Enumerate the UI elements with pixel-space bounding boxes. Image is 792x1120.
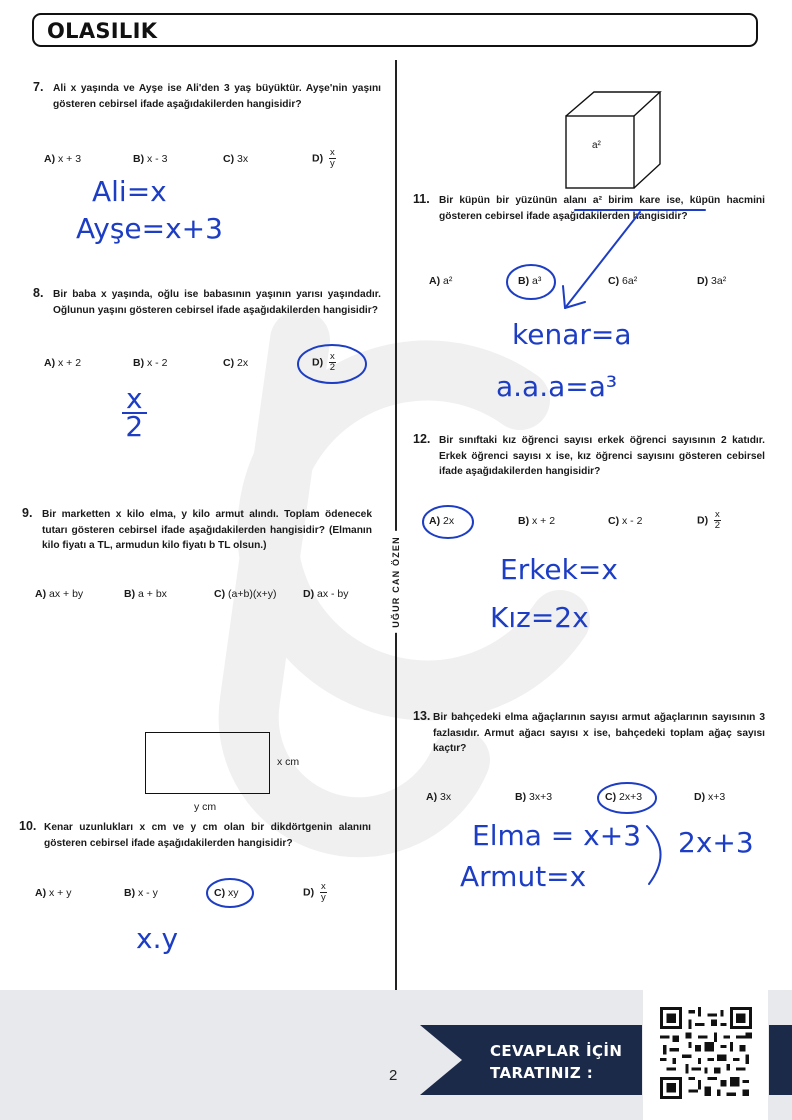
q8-handwriting-fraction: x 2 (122, 386, 147, 440)
q8-option-b[interactable]: B) x - 2 (133, 357, 168, 369)
q13-option-c[interactable]: C) 2x+3 (605, 791, 643, 803)
q10-option-b[interactable]: B) x - y (124, 887, 158, 899)
q7-option-a[interactable]: A) x + 3 (44, 153, 82, 165)
q13-handwriting-1: Elma = x+3 (472, 819, 642, 852)
q11-option-a[interactable]: A) a² (429, 275, 453, 287)
question-number: 9. (22, 506, 33, 520)
question-number: 10. (19, 819, 37, 833)
q11-answer-circle (504, 262, 558, 302)
question-13 (413, 710, 765, 757)
q8-option-d[interactable]: D) $\frac{x}{2}$ (312, 351, 336, 373)
qr-code-icon[interactable] (660, 1007, 752, 1099)
q7-option-d[interactable]: D) $\frac{x}{y}$ (312, 147, 335, 169)
question-number: 7. (33, 80, 44, 94)
q13-answer-circle (594, 779, 660, 817)
q7-handwriting-1: Ali=x (92, 175, 167, 208)
q12-handwriting-2: Kız=2x (490, 601, 589, 634)
question-text: Bir marketten x kilo elma, y kilo armut alındı. Toplam ödenecek tutarı gösteren cebirsel ifade aşağıdakilerden hangisidir? (Elmanın kilo fiyatı a TL, armudun kilo fiyatı b TL olsun.) (42, 509, 372, 552)
rectangle-bottom-label: y cm (194, 801, 217, 813)
q10-answer-circle (204, 876, 256, 910)
q8-option-c[interactable]: C) 2x (223, 357, 249, 369)
question-number: 12. (413, 432, 431, 446)
q8-option-a[interactable]: A) x + 2 (44, 357, 82, 369)
q11-handwriting-2: a.a.a=a³ (496, 370, 618, 403)
q9-option-b[interactable]: B) a + bx (124, 588, 167, 600)
q11-option-d[interactable]: D) 3a² (697, 275, 727, 287)
question-text: Kenar uzunlukları x cm ve y cm olan bir dikdörtgenin alanını gösteren cebirsel ifade aşağıdakilerden hangisidir? (44, 822, 371, 849)
question-10 (19, 820, 371, 851)
header-box (32, 13, 758, 47)
question-text: Bir sınıftaki kız öğrenci sayısı erkek öğrenci sayısının 2 katıdır. Erkek öğrenci sayısı x ise, kız öğrenci sayısını gösteren cebirsel ifade aşağıdakilerden hangisidir? (439, 435, 765, 478)
author-label: UĞUR CAN ÖZEN (391, 531, 401, 633)
q13-option-b[interactable]: B) 3x+3 (515, 791, 553, 803)
q11-handwriting-1: kenar=a (512, 318, 632, 351)
q7-option-b[interactable]: B) x - 3 (133, 153, 168, 165)
q11-option-b[interactable]: B) a³ (518, 275, 542, 287)
q13-option-a[interactable]: A) 3x (426, 791, 452, 803)
q9-option-a[interactable]: A) ax + by (35, 588, 84, 600)
q10-option-d[interactable]: D) $\frac{x}{y}$ (303, 881, 326, 903)
q13-brace-mark (643, 822, 673, 888)
q12-option-a[interactable]: A) 2x (429, 515, 455, 527)
q10-option-c[interactable]: C) xy (214, 887, 239, 899)
question-12 (413, 433, 765, 480)
q9-option-c[interactable]: C) (a+b)(x+y) (214, 588, 277, 600)
rectangle-figure (145, 732, 270, 794)
footer-side-stripe (769, 1025, 792, 1095)
q9-option-d[interactable]: D) ax - by (303, 588, 349, 600)
rectangle-side-label: x cm (277, 756, 300, 768)
question-text: Bir baba x yaşında, oğlu ise babasının yaşının yarısı yaşındadır. Oğlunun yaşını gösteren cebirsel ifade aşağıdakilerden hangisidir? (53, 289, 381, 316)
q12-option-d[interactable]: D) $\frac{x}{2}$ (697, 509, 721, 531)
q11-option-c[interactable]: C) 6a² (608, 275, 638, 287)
q10-option-a[interactable]: A) x + y (35, 887, 72, 899)
q11-arrow-mark (555, 200, 715, 320)
question-text: Bir bahçedeki elma ağaçlarının sayısı armut ağaçlarının sayısının 3 fazlasıdır. Armut ağacı sayısı x ise, bahçedeki toplam ağaç sayısı kaçtır? (433, 712, 765, 755)
page-title: OLASILIK (47, 19, 158, 43)
q12-answer-circle (420, 503, 476, 541)
q10-handwriting: x.y (136, 922, 179, 955)
q13-handwriting-2: Armut=x (460, 860, 587, 893)
cube-face-label: a² (592, 140, 601, 151)
q7-option-c[interactable]: C) 3x (223, 153, 249, 165)
question-8 (33, 287, 381, 318)
question-9 (22, 507, 372, 554)
question-number: 13. (413, 709, 431, 723)
question-number: 8. (33, 286, 44, 300)
footer-cta: CEVAPLAR İÇİN TARATINIZ : (490, 1042, 623, 1082)
cube-figure (560, 88, 670, 198)
question-7 (33, 81, 381, 112)
q7-handwriting-2: Ayşe=x+3 (76, 212, 223, 245)
question-text: Ali x yaşında ve Ayşe ise Ali'den 3 yaş büyüktür. Ayşe'nin yaşını gösteren cebirsel ifade aşağıdakilerden hangisidir? (53, 83, 381, 110)
question-text: Bir küpün bir yüzünün alanı a² birim kare ise, küpün hacmini gösteren cebirsel ifade aşağıdakilerden hangisidir? (439, 195, 765, 222)
q12-handwriting-1: Erkek=x (500, 553, 618, 586)
q13-handwriting-total: 2x+3 (678, 826, 754, 859)
q12-option-c[interactable]: C) x - 2 (608, 515, 643, 527)
question-number: 11. (413, 192, 430, 206)
page-number: 2 (389, 1067, 398, 1084)
q12-option-b[interactable]: B) x + 2 (518, 515, 556, 527)
q8-answer-circle (294, 342, 370, 386)
q13-option-d[interactable]: D) x+3 (694, 791, 726, 803)
